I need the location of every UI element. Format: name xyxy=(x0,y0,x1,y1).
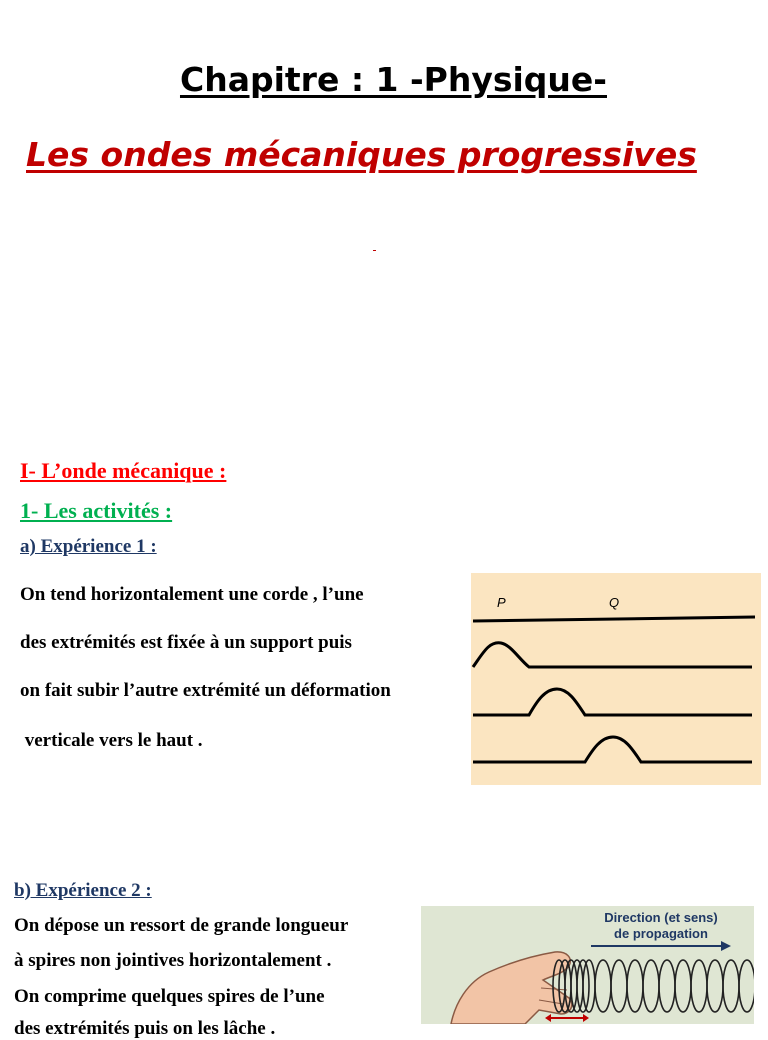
experience-2-heading: b) Expérience 2 : xyxy=(14,880,152,901)
decorative-dot xyxy=(373,250,376,251)
label-p: P xyxy=(497,595,506,610)
experience-2-line: à spires non jointives horizontalement . xyxy=(14,950,332,971)
propagation-caption: de propagation xyxy=(614,926,708,941)
experience-2-line: On dépose un ressort de grande longueur xyxy=(14,915,349,936)
experience-1-line: des extrémités est fixée à un support puis xyxy=(20,632,352,653)
experience-1-line: verticale vers le haut . xyxy=(20,730,203,751)
experience-2-line: On comprime quelques spires de l’une xyxy=(14,986,325,1007)
section-heading: I- L’onde mécanique : xyxy=(20,458,227,483)
chapter-title: Chapitre : 1 -Physique- xyxy=(179,60,607,99)
spring-coil xyxy=(553,960,754,1012)
experience-1-line: on fait subir l’autre extrémité un déformation xyxy=(20,680,391,701)
main-title: Les ondes mécaniques progressives xyxy=(26,135,697,174)
arrow-right-icon xyxy=(591,941,731,951)
rope-at-rest xyxy=(473,617,755,621)
rope-pulse-2 xyxy=(473,689,752,715)
experience-2-line: des extrémités puis on les lâche . xyxy=(14,1018,276,1039)
compression-arrow-icon xyxy=(545,1014,589,1022)
spring-figure xyxy=(421,906,754,1024)
propagation-caption: Direction (et sens) xyxy=(604,910,718,925)
experience-1-heading: a) Expérience 1 : xyxy=(20,536,157,557)
rope-pulse-1 xyxy=(473,643,752,667)
rope-wave-figure xyxy=(471,573,761,785)
experience-1-line: On tend horizontalement une corde , l’une xyxy=(20,584,364,605)
subsection-heading: 1- Les activités : xyxy=(20,498,173,523)
label-q: Q xyxy=(609,595,620,610)
rope-pulse-3 xyxy=(473,737,752,762)
